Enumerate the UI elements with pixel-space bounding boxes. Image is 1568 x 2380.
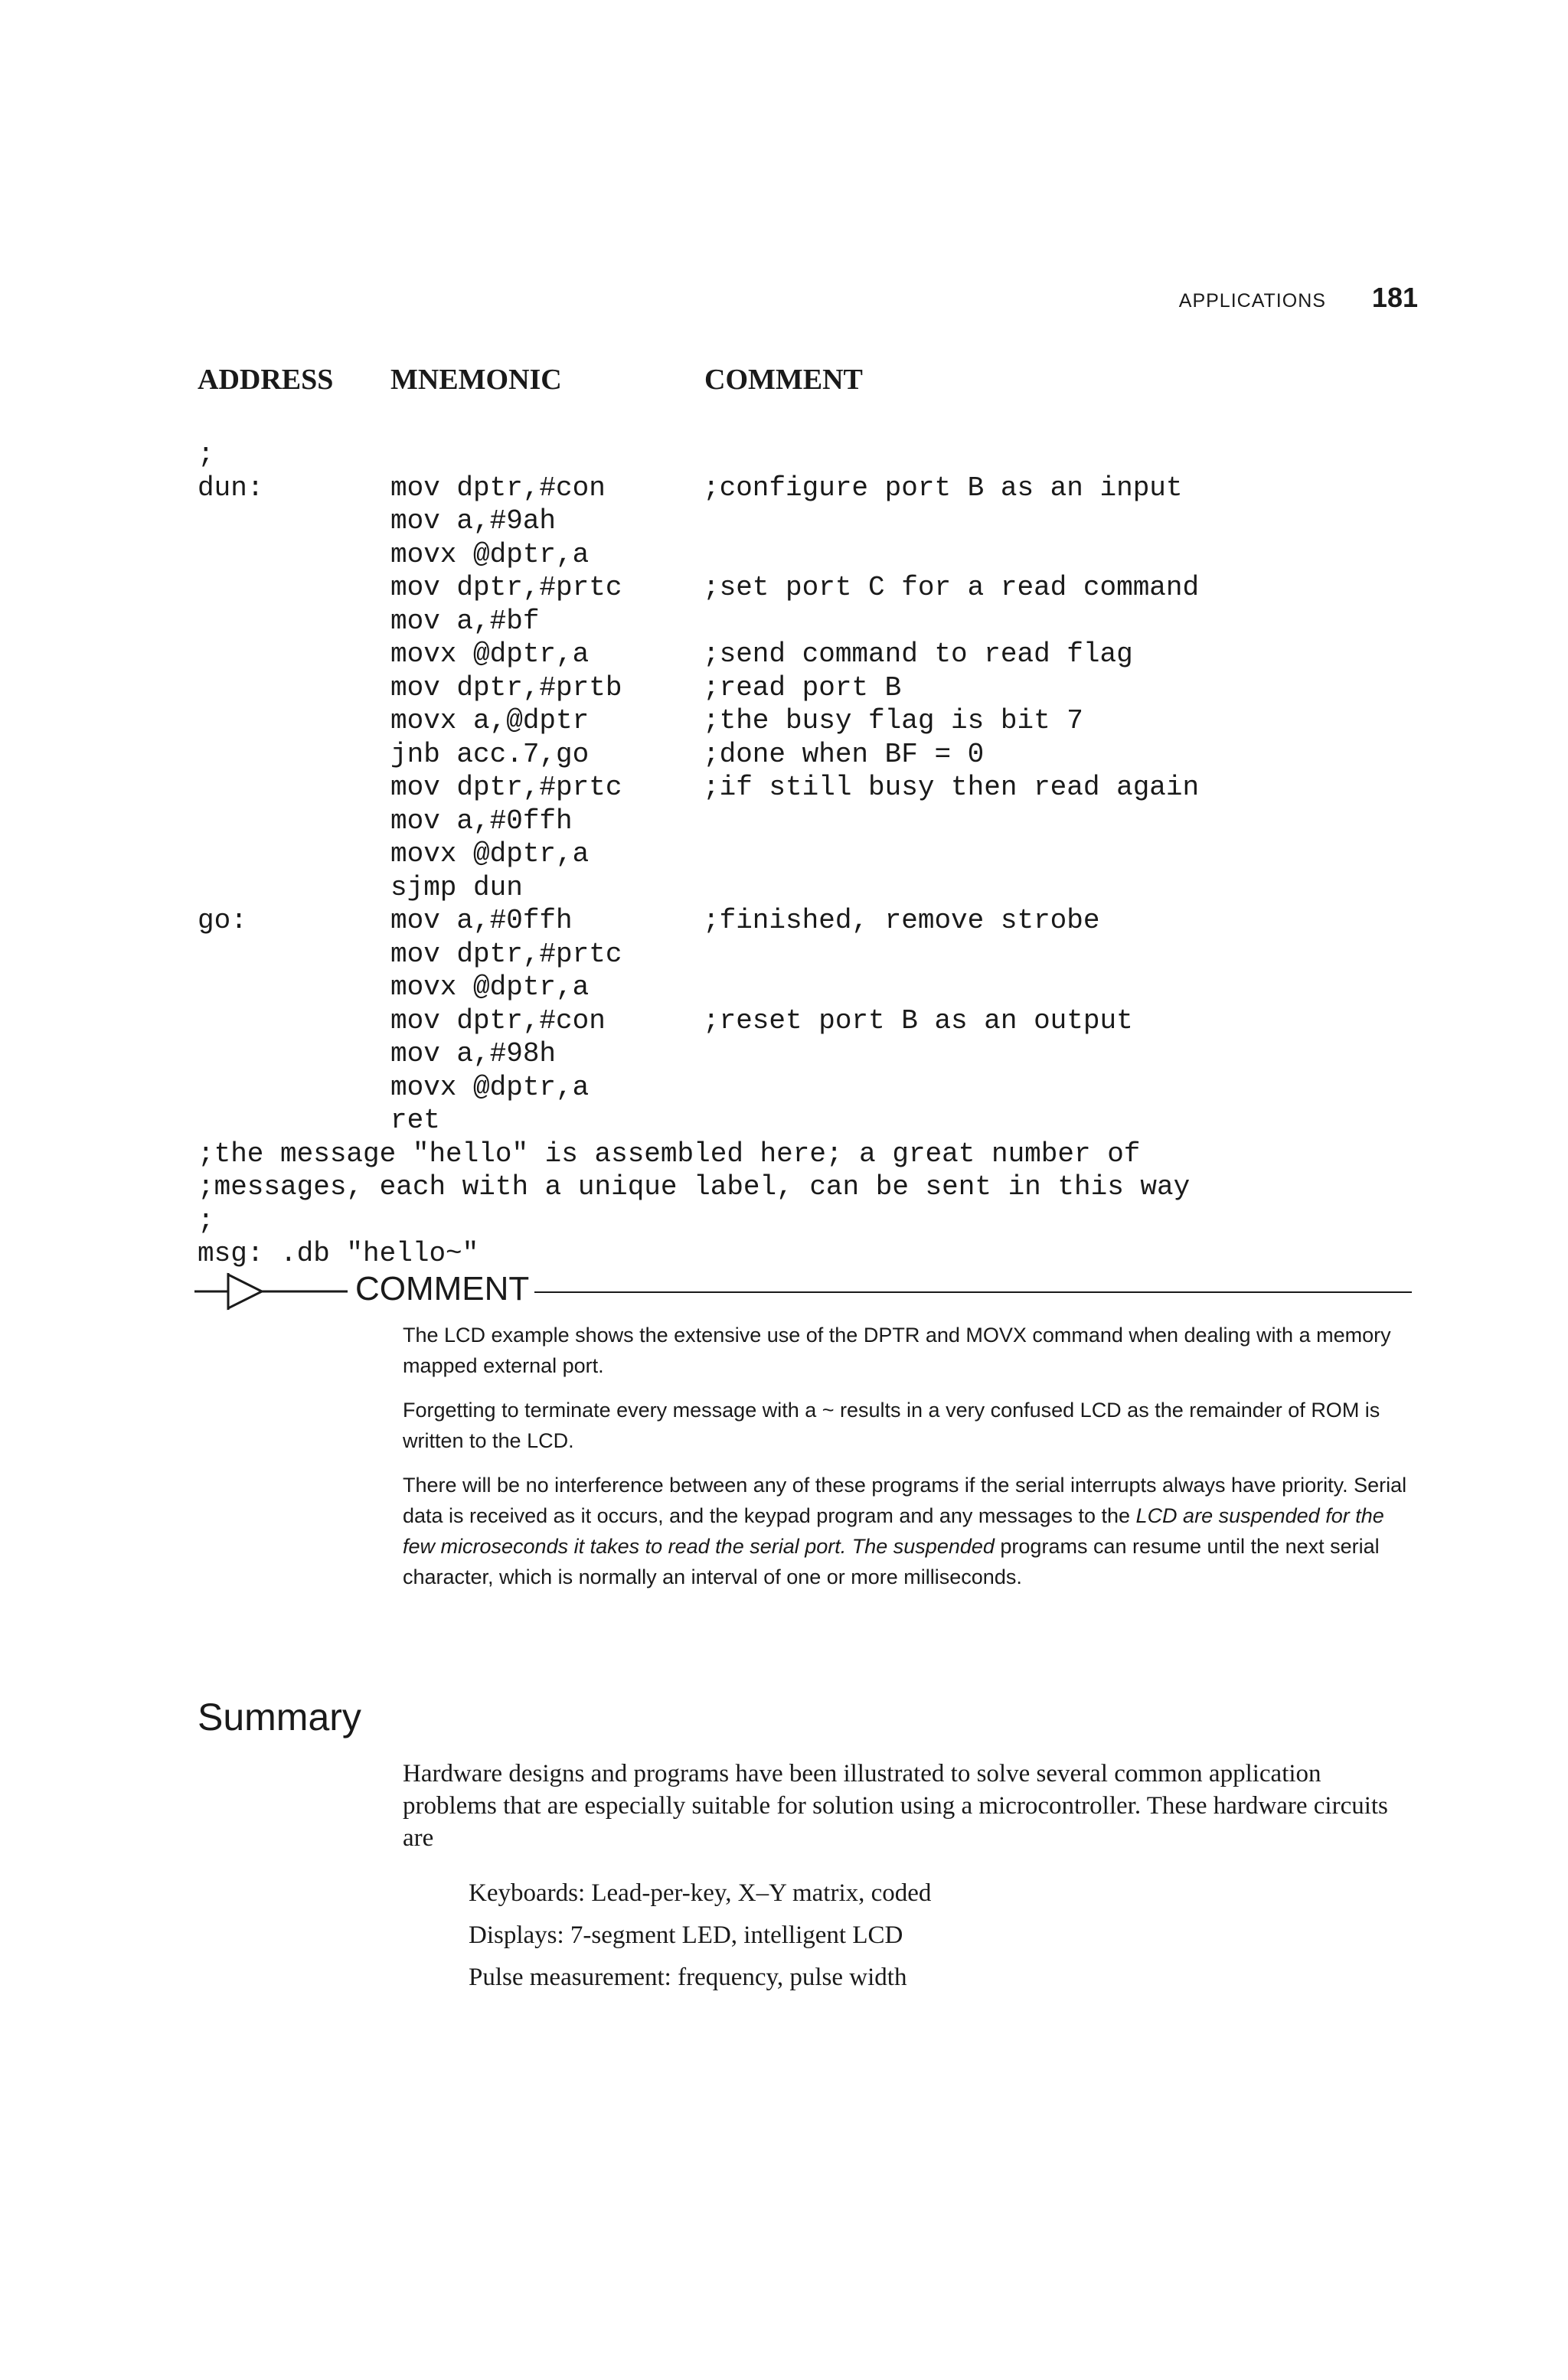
- code-row: [198, 504, 1423, 538]
- code-mnemonic: movx @dptr,a: [390, 971, 590, 1003]
- code-row: [198, 1004, 1423, 1038]
- code-row: [198, 605, 1423, 638]
- code-address: ;the message "hello" is assembled here; a great number of: [198, 1138, 1141, 1170]
- column-heading-comment: COMMENT: [704, 364, 863, 396]
- column-heading-mnemonic: MNEMONIC: [390, 364, 562, 396]
- code-mnemonic: mov dptr,#prtb: [390, 671, 622, 704]
- code-row: [198, 704, 1423, 738]
- code-comment: ;reset port B as an output: [703, 1004, 1133, 1037]
- column-heading-address: ADDRESS: [198, 364, 334, 396]
- summary-item: Keyboards: Lead-per-key, X–Y matrix, coded: [469, 1879, 932, 1907]
- code-mnemonic: mov dptr,#prtc: [390, 572, 622, 603]
- code-row: [198, 1138, 1423, 1171]
- code-row: [198, 971, 1423, 1004]
- code-row: [198, 1170, 1423, 1204]
- code-address: ;: [198, 1204, 214, 1236]
- code-mnemonic: mov dptr,#con: [390, 1004, 606, 1037]
- code-comment: ;finished, remove strobe: [703, 905, 1100, 936]
- code-row: [198, 738, 1423, 772]
- code-mnemonic: mov a,#98h: [390, 1038, 557, 1069]
- code-row: [198, 871, 1423, 905]
- code-mnemonic: mov a,#9ah: [390, 505, 557, 537]
- code-comment: ;configure port B as an input: [703, 472, 1183, 504]
- section-label: APPLICATIONS: [1178, 290, 1326, 312]
- code-row: [198, 837, 1423, 871]
- code-row: [198, 904, 1423, 938]
- code-row: [198, 771, 1423, 805]
- code-mnemonic: mov a,#bf: [390, 605, 540, 637]
- code-row: [198, 638, 1423, 671]
- code-row: [198, 671, 1423, 705]
- code-address: go:: [198, 905, 247, 936]
- code-comment: ;read port B: [703, 671, 902, 704]
- code-mnemonic: mov dptr,#con: [390, 472, 606, 504]
- code-mnemonic: movx @dptr,a: [390, 538, 590, 570]
- code-listing: [198, 438, 1423, 1271]
- code-mnemonic: movx @dptr,a: [390, 838, 590, 870]
- summary-heading: Summary: [198, 1696, 361, 1738]
- summary-list: [469, 1872, 931, 1999]
- comment-title: COMMENT: [355, 1270, 530, 1308]
- code-row: [198, 1237, 1423, 1271]
- code-address: ;messages, each with a unique label, can be sent in this way: [198, 1171, 1191, 1203]
- comment-paragraph-2: Forgetting to terminate every message with a ~ results in a very confused LCD as the remainder of ROM is written to the LCD.: [403, 1399, 1380, 1452]
- code-row: [198, 805, 1423, 838]
- code-row: [198, 438, 1423, 472]
- code-mnemonic: movx @dptr,a: [390, 638, 590, 670]
- code-mnemonic: movx @dptr,a: [390, 1071, 590, 1103]
- code-row: [198, 1204, 1423, 1238]
- comment-paragraph-3: [403, 1470, 1413, 1592]
- code-row: [198, 472, 1423, 505]
- code-row: [198, 1104, 1423, 1138]
- page-number: 181: [1371, 282, 1418, 313]
- comment-arrow-icon: [194, 1267, 348, 1313]
- comment-heading: [194, 1267, 1412, 1313]
- code-comment: ;done when BF = 0: [703, 738, 985, 770]
- code-row: [198, 1037, 1423, 1071]
- code-row: [198, 571, 1423, 605]
- code-mnemonic: mov dptr,#prtc: [390, 772, 622, 803]
- code-mnemonic: ret: [390, 1105, 440, 1136]
- comment-paragraph-3-a: There will be no interference between any of these programs if the serial interrupts always have priority. Serial data is received as it occurs, and the keypad program and any messages to the: [403, 1474, 1407, 1527]
- code-comment: ;set port C for a read command: [703, 572, 1200, 603]
- comment-paragraph-3-c: programs can resume until the next serial character, which is normally an interval of one or more milliseconds.: [403, 1535, 1380, 1588]
- code-row: [198, 538, 1423, 572]
- code-mnemonic: mov a,#0ffh: [390, 805, 573, 837]
- code-row: [198, 1071, 1423, 1105]
- summary-item: Pulse measurement: frequency, pulse width: [469, 1964, 907, 1991]
- code-comment: ;send command to read flag: [703, 638, 1133, 670]
- code-address: msg: .db "hello~": [198, 1238, 479, 1269]
- code-mnemonic: mov dptr,#prtc: [390, 938, 622, 970]
- comment-body: [403, 1320, 1413, 1606]
- code-comment: ;if still busy then read again: [703, 772, 1200, 803]
- code-comment: ;the busy flag is bit 7: [703, 705, 1083, 736]
- code-address: ;: [198, 439, 214, 470]
- code-row: [198, 938, 1423, 971]
- code-mnemonic: movx a,@dptr: [390, 705, 590, 736]
- running-header: [1179, 282, 1418, 314]
- comment-rule: [534, 1291, 1412, 1293]
- code-mnemonic: sjmp dun: [390, 871, 523, 903]
- comment-paragraph-1: The LCD example shows the extensive use of the DPTR and MOVX command when dealing with a memory mapped external port.: [403, 1324, 1391, 1377]
- summary-paragraph: Hardware designs and programs have been illustrated to solve several common application problems that are especially suitable for solution using a microcontroller. These hardware circuits are: [403, 1760, 1388, 1852]
- summary-item: Displays: 7-segment LED, intelligent LCD: [469, 1921, 903, 1949]
- code-mnemonic: jnb acc.7,go: [390, 738, 590, 770]
- code-address: dun:: [198, 472, 264, 504]
- code-mnemonic: mov a,#0ffh: [390, 905, 573, 936]
- comment-paragraph-3-italic: LCD are suspended for the few microseconds it takes to read the serial port. The suspended: [403, 1504, 1384, 1558]
